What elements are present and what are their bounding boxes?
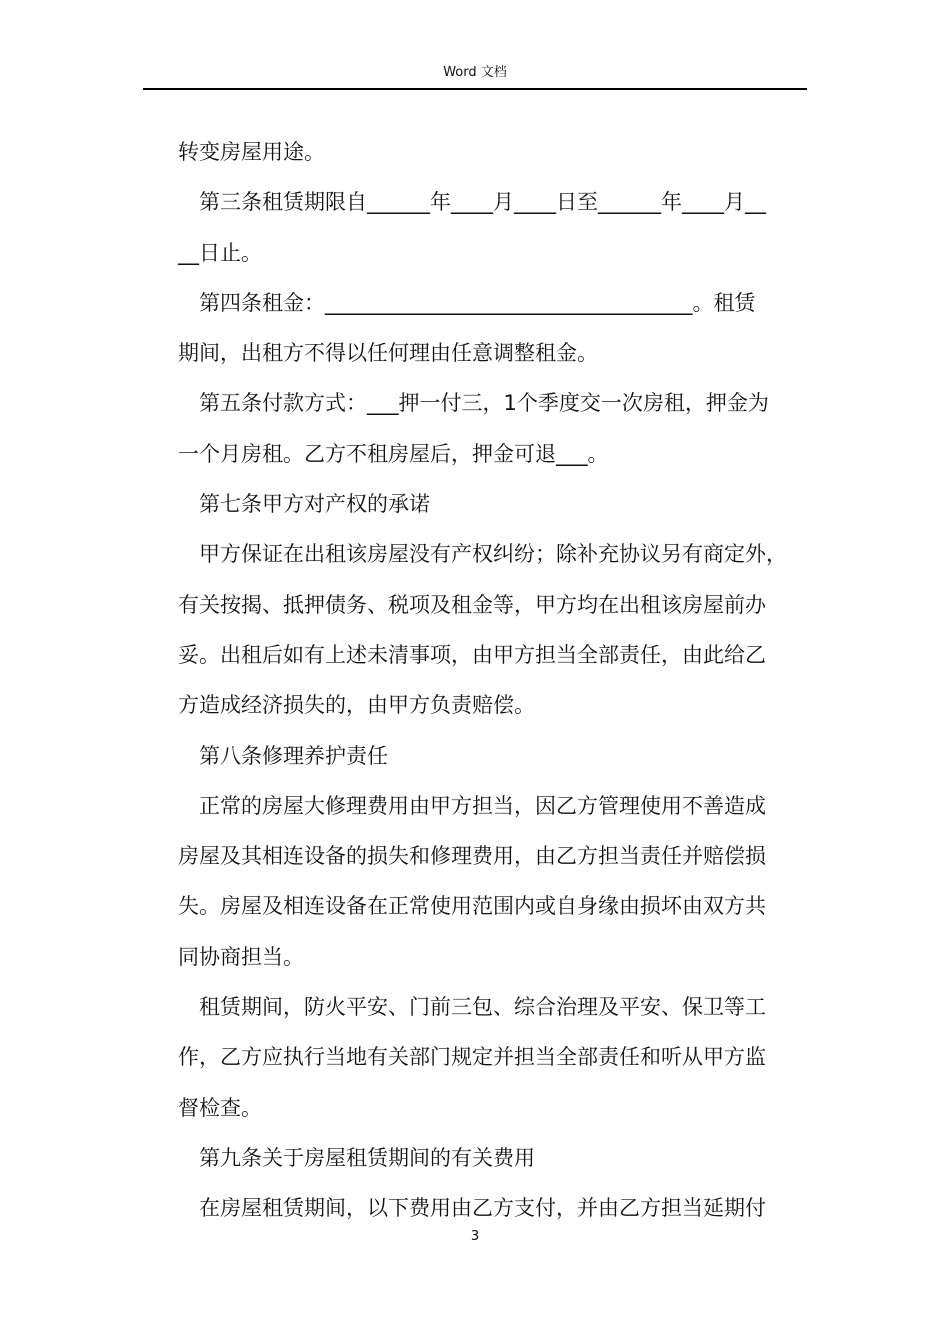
text-line: 督检查。	[178, 1095, 262, 1120]
text-line: 有关按揭、抵押债务、税项及租金等，甲方均在出租该房屋前办	[178, 592, 766, 617]
text-line: 房屋及其相连设备的损失和修理费用，由乙方担当责任并赔偿损	[178, 844, 766, 869]
text-line: 转变房屋用途。	[178, 140, 325, 164]
text-line: 第三条租赁期限自______年____月____日至______年____月__	[199, 190, 766, 215]
page-footer	[0, 1229, 950, 1244]
text-line: 方造成经济损失的，由甲方负责赔偿。	[178, 693, 535, 718]
text-line: __日止。	[178, 240, 262, 265]
text-line: 租赁期间，防火平安、门前三包、综合治理及平安、保卫等工	[199, 995, 766, 1020]
text-line: 一个月房租。乙方不租房屋后，押金可退___。	[178, 441, 609, 466]
text-line: 期间，出租方不得以任何理由任意调整租金。	[178, 341, 598, 366]
text-line: 作，乙方应执行当地有关部门规定并担当全部责任和听从甲方监	[178, 1045, 766, 1070]
text-line: 同协商担当。	[178, 944, 304, 969]
text-line: 第八条修理养护责任	[199, 743, 388, 768]
page-header	[143, 64, 807, 90]
text-line: 失。房屋及相连设备在正常使用范围内或自身缘由损坏由双方共	[178, 894, 766, 919]
text-line: 在房屋租赁期间，以下费用由乙方支付，并由乙方担当延期付	[199, 1196, 766, 1221]
text-line: 第四条租金：___________________________________。租赁	[199, 290, 756, 315]
header-title: Word 文档	[443, 65, 507, 80]
text-line: 第九条关于房屋租赁期间的有关费用	[199, 1145, 535, 1170]
text-line: 第五条付款方式：___押一付三，1个季度交一次房租，押金为	[199, 391, 769, 416]
text-line: 甲方保证在出租该房屋没有产权纠纷；除补充协议另有商定外，	[199, 542, 787, 567]
text-line: 妥。出租后如有上述未清事项，由甲方担当全部责任，由此给乙	[178, 642, 766, 667]
text-line: 正常的房屋大修理费用由甲方担当，因乙方管理使用不善造成	[199, 793, 766, 818]
page-number: 3	[470, 1229, 480, 1244]
text-line: 第七条甲方对产权的承诺	[199, 492, 430, 517]
document-body	[178, 127, 808, 1234]
